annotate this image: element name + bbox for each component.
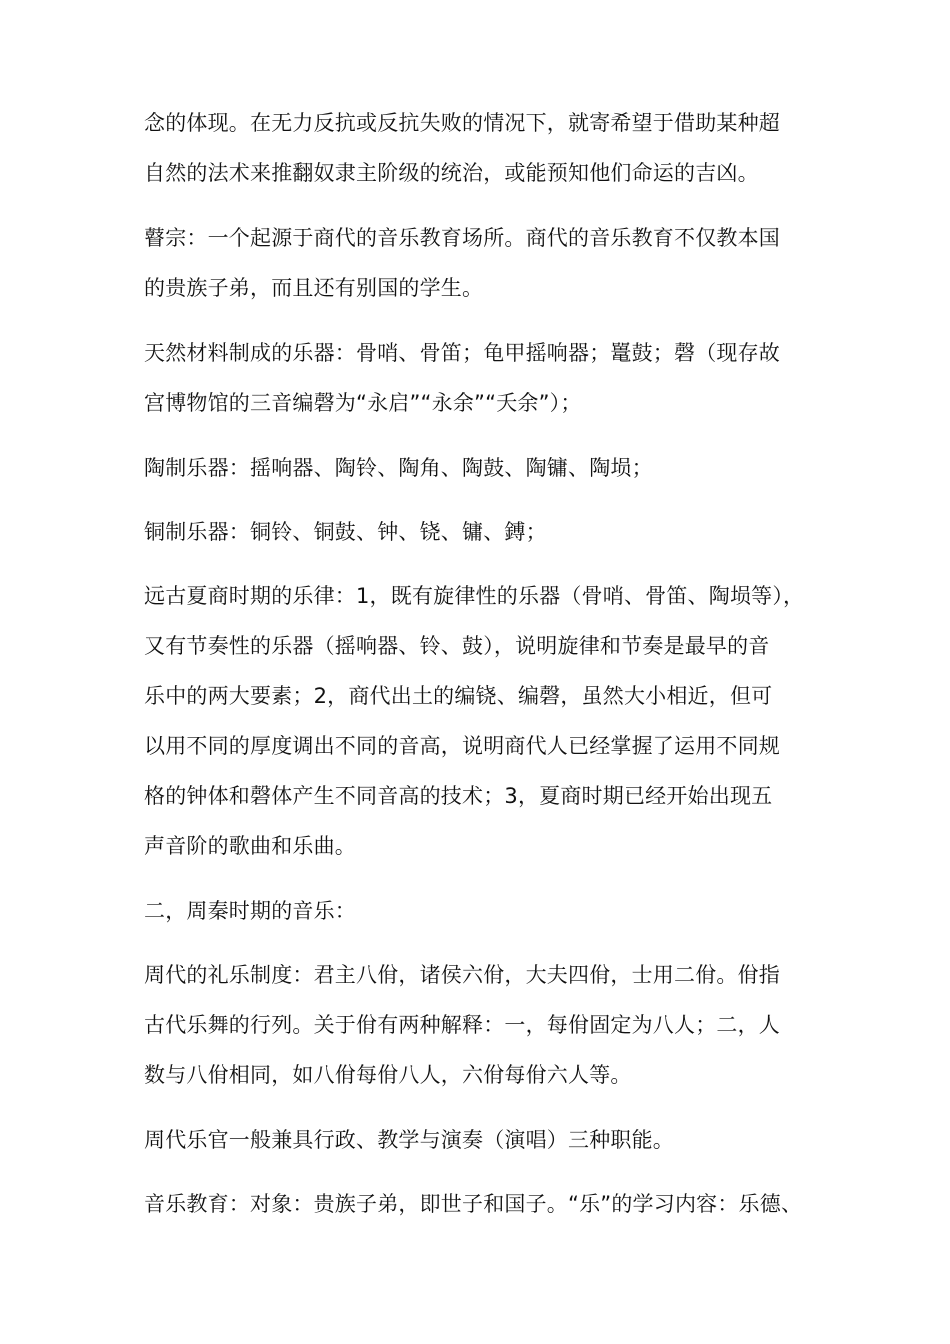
paragraph-music-education — [144, 1179, 824, 1229]
text-line: 的贵族子弟，而且还有别国的学生。 — [144, 276, 484, 300]
text-line: 音乐教育：对象：贵族子弟，即世子和国子。“乐”的学习内容：乐德、 — [144, 1192, 803, 1216]
text-line: 声音阶的歌曲和乐曲。 — [144, 834, 356, 858]
paragraph-gu-zong — [144, 213, 824, 313]
paragraph-natural-instruments — [144, 328, 824, 428]
text-line: 周代的礼乐制度：君主八佾，诸侯六佾，大夫四佾，士用二佾。佾指 — [144, 963, 780, 987]
paragraph-shaman-beliefs — [144, 98, 824, 198]
paragraph-bronze-instruments — [144, 507, 824, 557]
paragraph-rites-music-system — [144, 950, 824, 1100]
text-line: 乐中的两大要素；2，商代出土的编铙、编磬，虽然大小相近，但可 — [144, 684, 773, 708]
section-heading-zhou-qin — [144, 886, 824, 936]
text-line: 古代乐舞的行列。关于佾有两种解释：一，每佾固定为八人；二，人 — [144, 1013, 780, 1037]
text-line: 格的钟体和磬体产生不同音高的技术；3，夏商时期已经开始出现五 — [144, 784, 773, 808]
text-line: 天然材料制成的乐器：骨哨、骨笛；龟甲摇响器；鼍鼓；磬（现存故 — [144, 341, 780, 365]
text-line: 念的体现。在无力反抗或反抗失败的情况下，就寄希望于借助某种超 — [144, 111, 780, 135]
text-line: 陶制乐器：摇响器、陶铃、陶角、陶鼓、陶镛、陶埙； — [144, 456, 653, 480]
text-line: 铜制乐器：铜铃、铜鼓、钟、铙、镛、鎛； — [144, 520, 547, 544]
text-line: 远古夏商时期的乐律：1，既有旋律性的乐器（骨哨、骨笛、陶埙等）， — [144, 584, 805, 608]
paragraph-ancient-temperament — [144, 571, 824, 871]
text-line: 瞽宗：一个起源于商代的音乐教育场所。商代的音乐教育不仅教本国 — [144, 226, 780, 250]
paragraph-pottery-instruments — [144, 443, 824, 493]
text-line: 周代乐官一般兼具行政、教学与演奏（演唱）三种职能。 — [144, 1128, 674, 1152]
text-line: 自然的法术来推翻奴隶主阶级的统治，或能预知他们命运的吉凶。 — [144, 161, 759, 185]
text-line: 以用不同的厚度调出不同的音高，说明商代人已经掌握了运用不同规 — [144, 734, 780, 758]
paragraph-music-officials — [144, 1115, 824, 1165]
text-line: 数与八佾相同，如八佾每佾八人，六佾每佾六人等。 — [144, 1063, 632, 1087]
text-line: 又有节奏性的乐器（摇响器、铃、鼓），说明旋律和节奏是最早的音 — [144, 634, 770, 658]
text-line: 宫博物馆的三音编磬为“永启”“永余”“夭余”）； — [144, 391, 582, 415]
document-body — [144, 98, 824, 1243]
text-line: 二，周秦时期的音乐： — [144, 899, 356, 923]
